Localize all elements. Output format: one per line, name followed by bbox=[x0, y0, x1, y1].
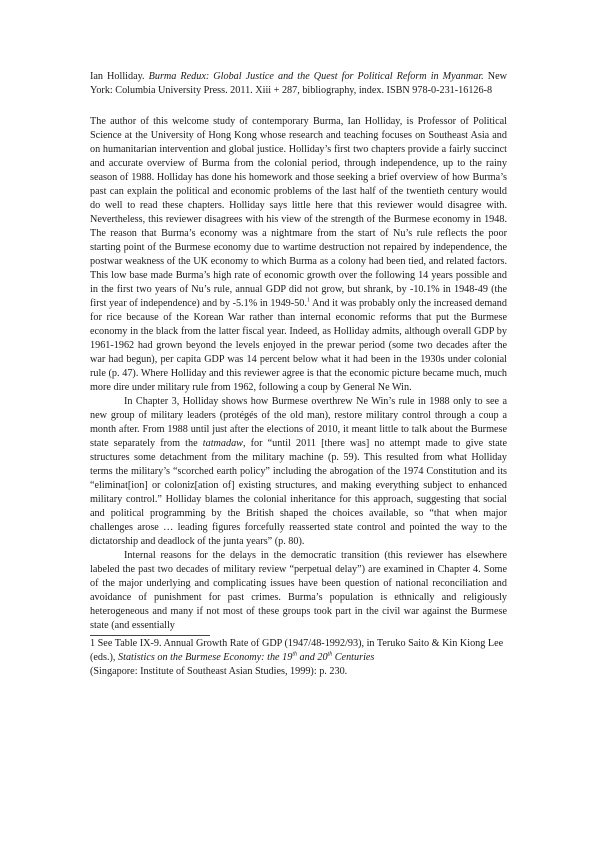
citation-author: Ian Holliday. bbox=[90, 71, 145, 82]
footnote-suffix: (Singapore: Institute of Southeast Asian Studies, 1999): p. 230. bbox=[90, 666, 348, 677]
footnote-title-part-b: and 20 bbox=[296, 652, 328, 663]
footnote-prefix: 1 See Table IX-9. Annual Growth Rate of GDP (1947/48-1992/93), in Teruko Saito & Kin Kiong Lee (eds.), bbox=[90, 638, 504, 663]
paragraph-2-text-a: In Chapter 3, Holliday shows how Burmese overthrew Ne Win’s rule in 1988 only to see a new group of military leaders (protégés of the old man), restore military control through a coup a month after. From 1988 until just after the elections of 2010, it meant little to talk about the Burmese state separately from the bbox=[90, 396, 507, 449]
footnote-divider bbox=[90, 635, 210, 636]
footnote-reference[interactable]: 1 bbox=[306, 297, 310, 304]
paragraph-1-text-a: The author of this welcome study of contemporary Burma, Ian Holliday, is Professor of Political Science at the University of Hong Kong whose research and teaching focuses on Southeast Asia and on humanitarian intervention and global justice. Holliday’s first two chapters provide a fairly succinct and accurate overview of Burma from the colonial period, through independence, up to the rainy season of 1988. Holliday has done his homework and those seeking a brief overview of how Burma’s past can explain the political and economic problems of the last half of the twentieth century would do well to read these chapters. Holliday says little here that this reviewer would disagree with. Nevertheless, this reviewer disagrees with his view of the strength of the Burmese economy in 1948. The reason that Burma’s economy was a nightmare from the start of Nu’s rule reflects the poor starting point of the Burmese economy due to wartime destruction not repaired by independence, the postwar weakness of the UK economy to which Burma as a colony had been tied, and related factors. This low base made Burma’s high rate of economic growth over the following 14 years possible and in the first two years of Nu’s rule, annual GDP did not grow, but shrank, by -10.1% in 1948-49 (the first year of independence) and by -5.1% in 1949-50. bbox=[90, 116, 507, 309]
footnote-1 bbox=[90, 637, 507, 679]
paragraph-3: Internal reasons for the delays in the democratic transition (this reviewer has elsewhere labeled the past two decades of military review “perpetual delay”) are examined in Chapter 4. Some of the major underlying and complicating issues have been question of national reconciliation and avoidance of punishment for past crimes. Burma’s population is ethnically and religiously heterogeneous and many if not most of these groups took part in the civil war against the Burmese state (and essentially bbox=[90, 550, 507, 631]
citation-title: Burma Redux: Global Justice and the Quest for Political Reform in Myanmar. bbox=[148, 71, 484, 82]
paragraph-1 bbox=[90, 115, 507, 395]
paragraph-2-emphasis: tatmadaw bbox=[202, 438, 243, 449]
footnote-title bbox=[118, 652, 374, 663]
paragraph-2-text-b: , for “until 2011 [there was] no attempt made to give state structures some detachment from the military machine (p. 59). This resulted from what Holliday terms the military’s “scorched earth policy” including the abrogation of the 1974 Constitution and its “eliminat[ion] or coloniz[ation of] existing structures, and making everything subject to enhanced military control.” Holliday blames the colonial inheritance for this approach, suggesting that social and political programming by the British shaped the choices available, so “that when major challenges arose … leading figures forcefully reasserted state control and pointed the way to the dictatorship and deadlock of the junta years” (p. 80). bbox=[90, 438, 508, 547]
citation-publication: New York: Columbia University Press. 2011. Xiii + 287, bibliography, index. ISBN 978-0-231-16126-8 bbox=[90, 71, 507, 96]
footnote-sup-1: th bbox=[292, 651, 297, 658]
paragraph-1-text-b: And it was probably only the increased demand for rice because of the Korean War rather than internal economic reforms that put the Burmese economy in the black from the latter fiscal year. Indeed, as Holliday admits, although overall GDP by 1961-1962 had grown beyond the levels enjoyed in the prewar period (some two decades after the war had begun), per capita GDP was 14 percent below what it had been in the 1930s under colonial rule (p. 47). Where Holliday and this reviewer agree is that the economic picture became much, much more dire under military rule from 1962, following a coup by General Ne Win. bbox=[90, 298, 507, 393]
paragraph-2 bbox=[90, 395, 507, 549]
footnote-sup-2: th bbox=[327, 651, 333, 658]
book-citation bbox=[90, 70, 507, 98]
footnote-title-part-c: Centuries bbox=[332, 652, 375, 663]
footnote-title-part-a: Statistics on the Burmese Economy: the 19 bbox=[118, 652, 293, 663]
